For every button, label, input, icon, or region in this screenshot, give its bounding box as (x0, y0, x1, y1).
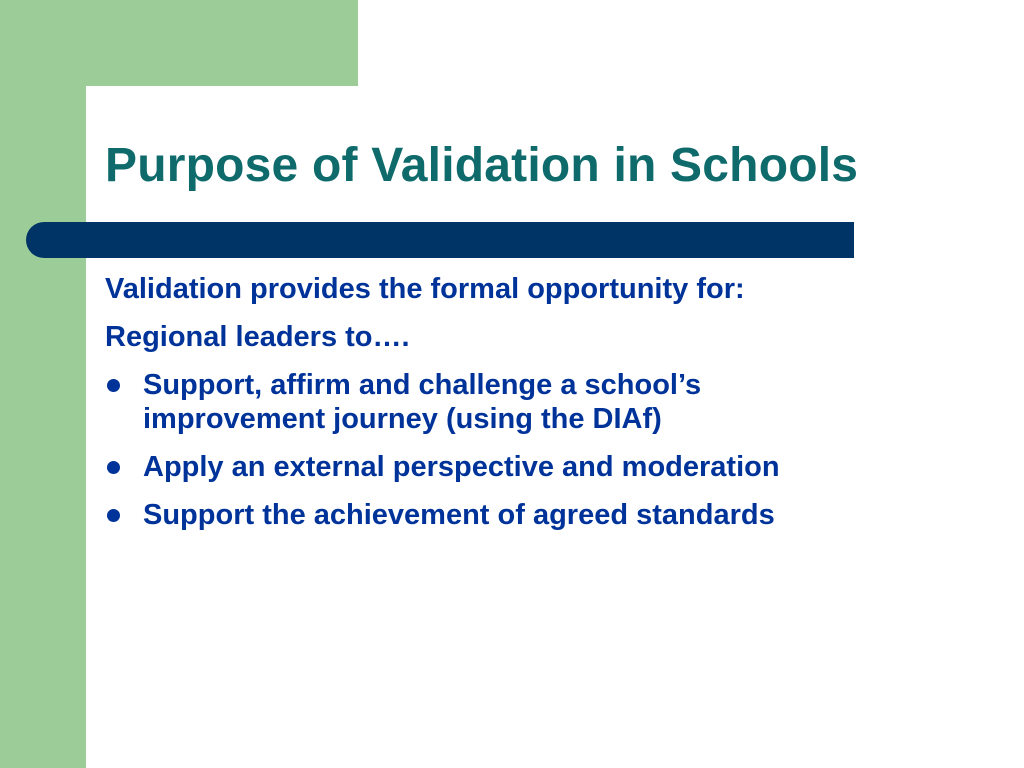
bullet-item-agreed-standards (105, 498, 925, 532)
filled-circle-bullet-icon (107, 461, 120, 474)
intro-line-2: Regional leaders to…. (105, 321, 410, 353)
intro-line-1: Validation provides the formal opportunity for: (105, 273, 745, 305)
bullet-text-line-1: Support, affirm and challenge a school’s (143, 369, 702, 401)
bullet-text-line-2: improvement journey (using the DIAf) (143, 403, 662, 435)
left-accent-band (0, 0, 86, 768)
bullet-list (105, 368, 925, 532)
top-accent-block (86, 0, 358, 86)
filled-circle-bullet-icon (107, 379, 120, 392)
content-panel-rounded-corner (86, 86, 146, 146)
slide-body (105, 272, 925, 546)
bullet-text: Apply an external perspective and moderation (143, 451, 780, 483)
bullet-text: Support the achievement of agreed standards (143, 499, 775, 531)
slide-title: Purpose of Validation in Schools (105, 139, 859, 192)
title-underline-bar (26, 222, 854, 258)
filled-circle-bullet-icon (107, 509, 120, 522)
bullet-item-support-affirm (105, 368, 925, 436)
bullet-item-external-perspective (105, 450, 925, 484)
